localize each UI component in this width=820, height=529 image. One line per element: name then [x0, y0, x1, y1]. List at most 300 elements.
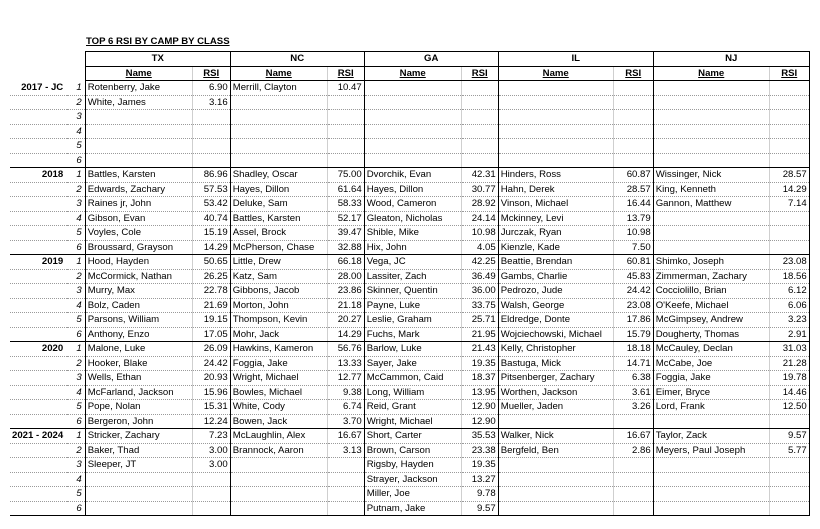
- rsi-value: 57.53: [192, 182, 230, 197]
- player-name: Leslie, Graham: [364, 313, 461, 328]
- rsi-value: 10.98: [461, 226, 498, 241]
- table-row: [10, 153, 809, 168]
- player-name: Dougherty, Thomas: [653, 327, 769, 342]
- rsi-value: 23.08: [613, 298, 653, 313]
- player-name: [498, 501, 613, 516]
- rsi-value: 53.42: [192, 197, 230, 212]
- player-name: Hayes, Dillon: [230, 182, 327, 197]
- player-name: [85, 139, 192, 154]
- player-name: [498, 124, 613, 139]
- rsi-value: 28.57: [613, 182, 653, 197]
- rsi-value: 15.79: [613, 327, 653, 342]
- rank-number: 2: [67, 269, 85, 284]
- rsi-value: [613, 81, 653, 96]
- table-row: [10, 327, 809, 342]
- player-name: [653, 95, 769, 110]
- rsi-value: 23.86: [327, 284, 364, 299]
- player-name: Hayes, Dillon: [364, 182, 461, 197]
- player-name: Worthen, Jackson: [498, 385, 613, 400]
- rsi-value: [613, 153, 653, 168]
- class-label: [10, 197, 67, 212]
- rsi-value: 2.91: [769, 327, 809, 342]
- player-name: Fuchs, Mark: [364, 327, 461, 342]
- rsi-value: [461, 110, 498, 125]
- player-name: Brown, Carson: [364, 443, 461, 458]
- player-name: [498, 110, 613, 125]
- player-name: McCormick, Nathan: [85, 269, 192, 284]
- player-name: Meyers, Paul Joseph: [653, 443, 769, 458]
- player-name: McPherson, Chase: [230, 240, 327, 255]
- rsi-value: [461, 81, 498, 96]
- player-name: [498, 458, 613, 473]
- player-name: Assel, Brock: [230, 226, 327, 241]
- player-name: Skinner, Quentin: [364, 284, 461, 299]
- player-name: [230, 458, 327, 473]
- rsi-value: 20.93: [192, 371, 230, 386]
- player-name: McCabe, Joe: [653, 356, 769, 371]
- player-name: Mohr, Jack: [230, 327, 327, 342]
- class-label: [10, 240, 67, 255]
- class-label: [10, 472, 67, 487]
- player-name: [230, 487, 327, 502]
- rank-number: 2: [67, 356, 85, 371]
- player-name: Pedrozo, Jude: [498, 284, 613, 299]
- table-row: [10, 197, 809, 212]
- player-name: [230, 472, 327, 487]
- player-name: [653, 458, 769, 473]
- player-name: Beattie, Brendan: [498, 255, 613, 270]
- rsi-value: [769, 211, 809, 226]
- rsi-value: 42.25: [461, 255, 498, 270]
- rsi-value: [769, 95, 809, 110]
- rsi-value: [461, 124, 498, 139]
- rsi-value: 19.35: [461, 356, 498, 371]
- camp-header-ga: GA: [364, 52, 498, 67]
- rsi-value: 31.03: [769, 342, 809, 357]
- rsi-value: 9.38: [327, 385, 364, 400]
- player-name: Payne, Luke: [364, 298, 461, 313]
- class-label: 2018: [10, 168, 67, 183]
- player-name: Shadley, Oscar: [230, 168, 327, 183]
- rsi-value: 6.90: [192, 81, 230, 96]
- rsi-value: 2.86: [613, 443, 653, 458]
- class-label: 2017 - JC: [10, 81, 67, 96]
- rank-number: 5: [67, 139, 85, 154]
- rsi-value: [613, 110, 653, 125]
- rsi-value: [327, 487, 364, 502]
- rsi-value: 16.67: [613, 429, 653, 444]
- player-name: Raines jr, John: [85, 197, 192, 212]
- player-name: Bolz, Caden: [85, 298, 192, 313]
- player-name: Deluke, Sam: [230, 197, 327, 212]
- table-row: [10, 371, 809, 386]
- rsi-value: 42.31: [461, 168, 498, 183]
- rank-number: 1: [67, 255, 85, 270]
- rsi-value: [327, 458, 364, 473]
- rsi-value: 3.61: [613, 385, 653, 400]
- player-name: Jurczak, Ryan: [498, 226, 613, 241]
- player-name: Hix, John: [364, 240, 461, 255]
- player-name: O'Keefe, Michael: [653, 298, 769, 313]
- table-row: [10, 182, 809, 197]
- table-row: [10, 313, 809, 328]
- class-label: 2019: [10, 255, 67, 270]
- rsi-value: 13.79: [613, 211, 653, 226]
- player-name: Reid, Grant: [364, 400, 461, 415]
- table-row: [10, 110, 809, 125]
- rsi-value: 3.13: [327, 443, 364, 458]
- rsi-value: 9.57: [769, 429, 809, 444]
- table-row: [10, 139, 809, 154]
- table-row: [10, 124, 809, 139]
- player-name: Bowles, Michael: [230, 385, 327, 400]
- rsi-value: 9.57: [461, 501, 498, 516]
- class-label: [10, 414, 67, 429]
- rsi-value: [461, 139, 498, 154]
- name-header: Name: [653, 66, 769, 81]
- name-header: Name: [85, 66, 192, 81]
- rsi-value: [613, 139, 653, 154]
- rank-number: 4: [67, 472, 85, 487]
- camp-header-nc: NC: [230, 52, 364, 67]
- rsi-value: 45.83: [613, 269, 653, 284]
- player-name: McFarland, Jackson: [85, 385, 192, 400]
- class-label: [10, 327, 67, 342]
- player-name: Kienzle, Kade: [498, 240, 613, 255]
- player-name: Taylor, Zack: [653, 429, 769, 444]
- rsi-value: 24.42: [192, 356, 230, 371]
- rsi-value: 56.76: [327, 342, 364, 357]
- report-title: TOP 6 RSI BY CAMP BY CLASS: [86, 36, 230, 47]
- player-name: Gibbons, Jacob: [230, 284, 327, 299]
- player-name: [230, 139, 327, 154]
- player-name: [364, 139, 461, 154]
- player-name: McGimpsey, Andrew: [653, 313, 769, 328]
- player-name: Eimer, Bryce: [653, 385, 769, 400]
- name-header: Name: [364, 66, 461, 81]
- table-row: [10, 356, 809, 371]
- player-name: Bowen, Jack: [230, 414, 327, 429]
- rsi-value: [769, 139, 809, 154]
- rsi-value: 50.65: [192, 255, 230, 270]
- player-name: [230, 501, 327, 516]
- rsi-value: 23.38: [461, 443, 498, 458]
- player-name: Malone, Luke: [85, 342, 192, 357]
- player-name: Shimko, Joseph: [653, 255, 769, 270]
- player-name: Thompson, Kevin: [230, 313, 327, 328]
- rank-number: 1: [67, 342, 85, 357]
- rsi-value: 5.77: [769, 443, 809, 458]
- rsi-value: 14.29: [769, 182, 809, 197]
- rank-number: 2: [67, 182, 85, 197]
- rsi-table: [10, 51, 810, 516]
- rsi-value: [461, 153, 498, 168]
- name-header: Name: [230, 66, 327, 81]
- table-row: [10, 240, 809, 255]
- player-name: McCammon, Caid: [364, 371, 461, 386]
- rsi-value: 30.77: [461, 182, 498, 197]
- table-row: [10, 472, 809, 487]
- rsi-value: 32.88: [327, 240, 364, 255]
- player-name: Rigsby, Hayden: [364, 458, 461, 473]
- rsi-value: [613, 487, 653, 502]
- player-name: Vinson, Michael: [498, 197, 613, 212]
- player-name: Short, Carter: [364, 429, 461, 444]
- rsi-value: 16.67: [327, 429, 364, 444]
- player-name: [653, 211, 769, 226]
- rsi-value: [769, 110, 809, 125]
- camp-header-il: IL: [498, 52, 653, 67]
- player-name: Mueller, Jaden: [498, 400, 613, 415]
- player-name: Eldredge, Donte: [498, 313, 613, 328]
- player-name: McCauley, Declan: [653, 342, 769, 357]
- class-label: [10, 226, 67, 241]
- player-name: Voyles, Cole: [85, 226, 192, 241]
- rsi-value: [327, 124, 364, 139]
- camp-header-row: [10, 52, 809, 67]
- rsi-value: 3.00: [192, 458, 230, 473]
- class-label: [10, 124, 67, 139]
- rsi-value: 6.06: [769, 298, 809, 313]
- rsi-value: 6.74: [327, 400, 364, 415]
- name-header: Name: [498, 66, 613, 81]
- player-name: Hahn, Derek: [498, 182, 613, 197]
- player-name: Wright, Michael: [230, 371, 327, 386]
- rsi-value: 61.64: [327, 182, 364, 197]
- player-name: Brannock, Aaron: [230, 443, 327, 458]
- table-row: [10, 211, 809, 226]
- player-name: Cocciolillo, Brian: [653, 284, 769, 299]
- class-label: [10, 313, 67, 328]
- rsi-value: 35.53: [461, 429, 498, 444]
- rsi-value: 17.05: [192, 327, 230, 342]
- player-name: Walker, Nick: [498, 429, 613, 444]
- player-name: Anthony, Enzo: [85, 327, 192, 342]
- player-name: [364, 124, 461, 139]
- player-name: Wright, Michael: [364, 414, 461, 429]
- rsi-value: 6.12: [769, 284, 809, 299]
- table-body: [10, 81, 809, 516]
- rsi-value: [613, 472, 653, 487]
- rank-number: 3: [67, 371, 85, 386]
- table-row: [10, 168, 809, 183]
- rank-number: 4: [67, 211, 85, 226]
- player-name: Putnam, Jake: [364, 501, 461, 516]
- player-name: Walsh, George: [498, 298, 613, 313]
- player-name: Gambs, Charlie: [498, 269, 613, 284]
- rsi-value: 10.47: [327, 81, 364, 96]
- rsi-value: [192, 139, 230, 154]
- player-name: [653, 124, 769, 139]
- player-name: Foggia, Jake: [230, 356, 327, 371]
- class-label: [10, 458, 67, 473]
- rsi-header: RSI: [327, 66, 364, 81]
- rsi-value: [327, 472, 364, 487]
- class-label: [10, 110, 67, 125]
- rank-number: 5: [67, 226, 85, 241]
- rank-number: 5: [67, 400, 85, 415]
- class-label: [10, 95, 67, 110]
- player-name: Lassiter, Zach: [364, 269, 461, 284]
- rsi-value: 28.00: [327, 269, 364, 284]
- rsi-value: 14.29: [327, 327, 364, 342]
- rsi-value: 15.31: [192, 400, 230, 415]
- rsi-value: 24.42: [613, 284, 653, 299]
- rank-number: 5: [67, 313, 85, 328]
- table-row: [10, 81, 809, 96]
- rsi-value: 18.18: [613, 342, 653, 357]
- player-name: Strayer, Jackson: [364, 472, 461, 487]
- player-name: Stricker, Zachary: [85, 429, 192, 444]
- rsi-value: 19.35: [461, 458, 498, 473]
- rsi-value: 28.57: [769, 168, 809, 183]
- rsi-value: 60.87: [613, 168, 653, 183]
- rsi-value: 18.56: [769, 269, 809, 284]
- table-row: [10, 429, 809, 444]
- player-name: Wissinger, Nick: [653, 168, 769, 183]
- player-name: Hood, Hayden: [85, 255, 192, 270]
- table-row: [10, 414, 809, 429]
- player-name: [364, 110, 461, 125]
- rsi-value: 66.18: [327, 255, 364, 270]
- player-name: [653, 240, 769, 255]
- player-name: White, Cody: [230, 400, 327, 415]
- player-name: Zimmerman, Zachary: [653, 269, 769, 284]
- table-row: [10, 284, 809, 299]
- player-name: Little, Drew: [230, 255, 327, 270]
- player-name: Gannon, Matthew: [653, 197, 769, 212]
- player-name: [85, 153, 192, 168]
- rsi-value: [769, 81, 809, 96]
- rsi-value: [192, 124, 230, 139]
- player-name: [85, 124, 192, 139]
- rsi-value: 7.23: [192, 429, 230, 444]
- rank-number: 1: [67, 168, 85, 183]
- player-name: [653, 472, 769, 487]
- rsi-value: 25.71: [461, 313, 498, 328]
- player-name: [364, 153, 461, 168]
- rsi-value: 18.37: [461, 371, 498, 386]
- rsi-value: 7.50: [613, 240, 653, 255]
- player-name: [230, 95, 327, 110]
- rsi-value: 12.77: [327, 371, 364, 386]
- rsi-value: [192, 501, 230, 516]
- rsi-value: [613, 414, 653, 429]
- player-name: Battles, Karsten: [230, 211, 327, 226]
- rsi-value: [327, 110, 364, 125]
- rsi-value: 16.44: [613, 197, 653, 212]
- rank-number: 4: [67, 298, 85, 313]
- class-label: 2021 - 2024: [10, 429, 67, 444]
- rank-number: 6: [67, 153, 85, 168]
- rsi-value: 19.15: [192, 313, 230, 328]
- rsi-value: 3.00: [192, 443, 230, 458]
- rsi-value: 75.00: [327, 168, 364, 183]
- rsi-value: 7.14: [769, 197, 809, 212]
- player-name: Bastuga, Mick: [498, 356, 613, 371]
- rsi-value: 28.92: [461, 197, 498, 212]
- rsi-value: 12.50: [769, 400, 809, 415]
- player-name: [85, 501, 192, 516]
- player-name: Hawkins, Kameron: [230, 342, 327, 357]
- player-name: Battles, Karsten: [85, 168, 192, 183]
- class-label: [10, 182, 67, 197]
- player-name: Sleeper, JT: [85, 458, 192, 473]
- rsi-value: 14.46: [769, 385, 809, 400]
- rsi-value: 6.38: [613, 371, 653, 386]
- rsi-value: [769, 414, 809, 429]
- class-label: [10, 501, 67, 516]
- rsi-value: [769, 472, 809, 487]
- player-name: [653, 81, 769, 96]
- player-name: [653, 139, 769, 154]
- class-label: [10, 139, 67, 154]
- player-name: Gleaton, Nicholas: [364, 211, 461, 226]
- table-row: [10, 95, 809, 110]
- rsi-value: [613, 95, 653, 110]
- rsi-value: 26.09: [192, 342, 230, 357]
- rank-number: 3: [67, 284, 85, 299]
- rank-number: 1: [67, 81, 85, 96]
- table-row: [10, 458, 809, 473]
- rank-number: 6: [67, 327, 85, 342]
- rsi-value: 58.33: [327, 197, 364, 212]
- rsi-value: 20.27: [327, 313, 364, 328]
- rsi-value: 21.95: [461, 327, 498, 342]
- rsi-value: [769, 226, 809, 241]
- rsi-value: 9.78: [461, 487, 498, 502]
- table-row: [10, 226, 809, 241]
- player-name: White, James: [85, 95, 192, 110]
- player-name: Miller, Joe: [364, 487, 461, 502]
- rsi-value: [327, 501, 364, 516]
- player-name: Hooker, Blake: [85, 356, 192, 371]
- rsi-value: 23.08: [769, 255, 809, 270]
- rank-number: 2: [67, 95, 85, 110]
- rank-number: 6: [67, 240, 85, 255]
- rsi-value: 26.25: [192, 269, 230, 284]
- rsi-value: [327, 95, 364, 110]
- player-name: Bergfeld, Ben: [498, 443, 613, 458]
- player-name: Parsons, William: [85, 313, 192, 328]
- rank-number: 4: [67, 124, 85, 139]
- player-name: Hinders, Ross: [498, 168, 613, 183]
- rsi-value: [769, 124, 809, 139]
- player-name: [85, 110, 192, 125]
- rsi-value: 10.98: [613, 226, 653, 241]
- player-name: [498, 487, 613, 502]
- class-label: [10, 356, 67, 371]
- rsi-header: RSI: [769, 66, 809, 81]
- rsi-value: [613, 458, 653, 473]
- player-name: [230, 110, 327, 125]
- rsi-value: 60.81: [613, 255, 653, 270]
- table-row: [10, 255, 809, 270]
- table-row: [10, 400, 809, 415]
- player-name: Mckinney, Levi: [498, 211, 613, 226]
- class-label: [10, 400, 67, 415]
- player-name: Wood, Cameron: [364, 197, 461, 212]
- player-name: [653, 414, 769, 429]
- class-label: [10, 385, 67, 400]
- rsi-value: 21.28: [769, 356, 809, 371]
- player-name: [498, 472, 613, 487]
- camp-header-tx: TX: [85, 52, 230, 67]
- table-row: [10, 298, 809, 313]
- player-name: Foggia, Jake: [653, 371, 769, 386]
- player-name: Wojciechowski, Michael: [498, 327, 613, 342]
- player-name: [653, 153, 769, 168]
